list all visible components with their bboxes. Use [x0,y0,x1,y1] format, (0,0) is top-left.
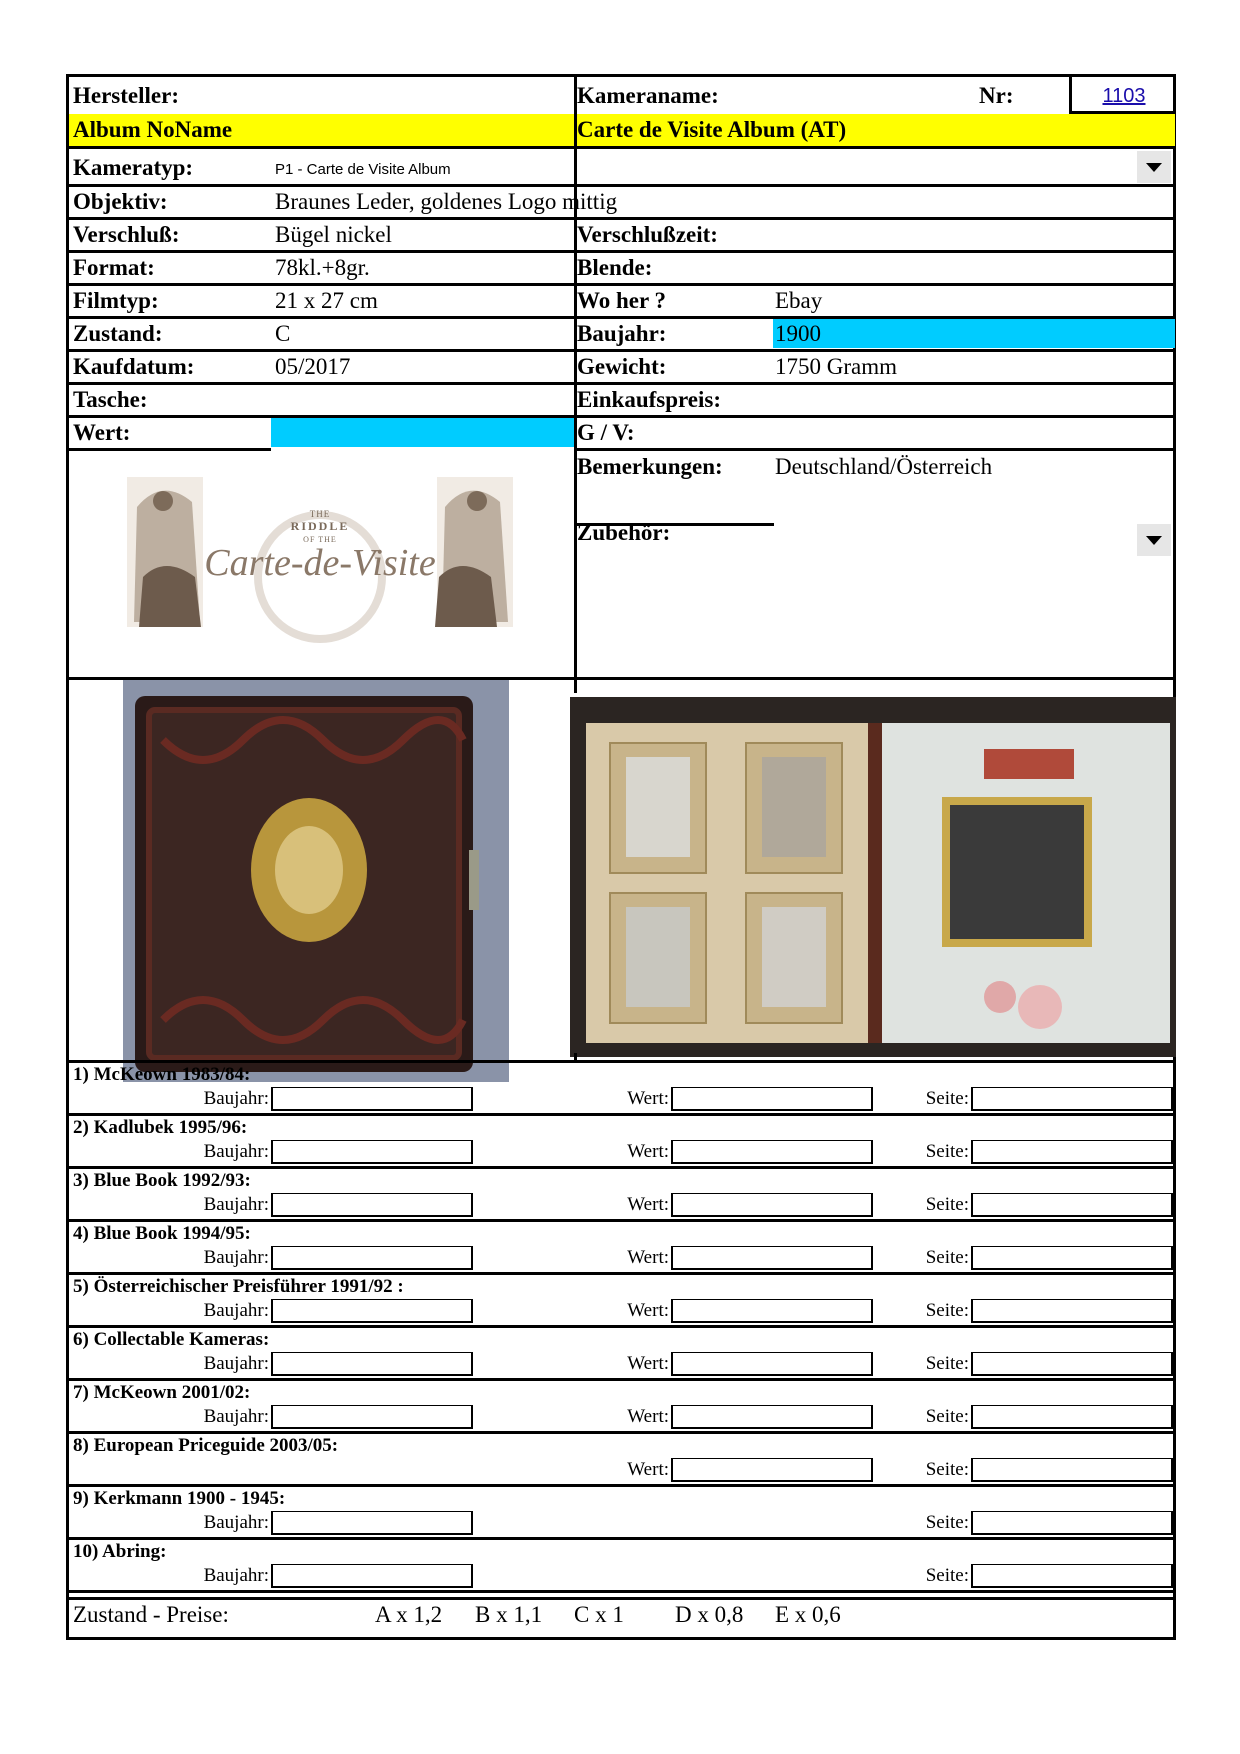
reference-title: 5) Österreichischer Preisführer 1991/92 : [73,1276,404,1297]
wert-label: Wert: [627,1088,669,1109]
logo-line4: Carte-de-Visite [204,542,436,584]
reference-title: 7) McKeown 2001/02: [73,1382,251,1403]
reference-title: 8) European Priceguide 2003/05: [73,1435,339,1456]
data-sheet [66,74,1176,1640]
baujahr-input[interactable] [271,1564,473,1588]
seite-label: Seite: [925,1300,969,1321]
woher-value: Ebay [775,288,823,313]
wert-input[interactable] [671,1193,873,1217]
wert-label: Wert: [627,1300,669,1321]
baujahr-input[interactable] [271,1299,473,1323]
seite-input[interactable] [971,1564,1173,1588]
wert-label: Wert: [627,1141,669,1162]
seite-input[interactable] [971,1352,1173,1376]
reference-title: 4) Blue Book 1994/95: [73,1223,251,1244]
format-label: Format: [73,255,155,280]
album-cover-photo [123,680,509,1082]
nr-label: Nr: [979,83,1014,108]
reference-row [69,1275,1176,1328]
baujahr-label: Baujahr: [203,1088,269,1109]
references-list [69,1063,1176,1593]
wert-input[interactable] [671,1140,873,1164]
logo-line1: THE [309,509,331,519]
seite-label: Seite: [925,1194,969,1215]
seite-input[interactable] [971,1405,1173,1429]
seite-input[interactable] [971,1246,1173,1270]
logo-line2: RIDDLE [290,519,350,533]
reference-row [69,1540,1176,1593]
zustand-value: C [275,321,291,346]
seite-input[interactable] [971,1299,1173,1323]
nr-link[interactable]: 1103 [1102,85,1146,107]
kaufdatum-label: Kaufdatum: [73,354,195,379]
tasche-label: Tasche: [73,387,148,412]
blende-label: Blende: [577,255,653,280]
wert-label: Wert: [627,1406,669,1427]
reference-row [69,1169,1176,1222]
baujahr-input[interactable] [271,1246,473,1270]
seite-label: Seite: [925,1141,969,1162]
reference-title: 2) Kadlubek 1995/96: [73,1117,248,1138]
baujahr-label: Baujahr: [203,1565,269,1586]
format-value: 78kl.+8gr. [275,255,370,280]
filmtyp-value: 21 x 27 cm [275,288,378,313]
objektiv-label: Objektiv: [73,189,168,214]
reference-title: 6) Collectable Kameras: [73,1329,270,1350]
reference-title: 3) Blue Book 1992/93: [73,1170,251,1191]
seite-input[interactable] [971,1140,1173,1164]
reference-row [69,1063,1176,1116]
filmtyp-label: Filmtyp: [73,288,159,313]
wert-label: Wert: [627,1194,669,1215]
zubehoer-label: Zubehör: [577,520,671,545]
reference-row [69,1328,1176,1381]
footer-a: A x 1,2 [375,1602,443,1627]
reference-row [69,1487,1176,1540]
reference-row [69,1434,1176,1487]
seite-label: Seite: [925,1459,969,1480]
footer-e: E x 0,6 [775,1602,841,1627]
seite-label: Seite: [925,1565,969,1586]
baujahr-input[interactable] [271,1193,473,1217]
wert-input[interactable] [671,1458,873,1482]
reference-row [69,1116,1176,1169]
baujahr-input[interactable] [271,1140,473,1164]
kaufdatum-value: 05/2017 [275,354,351,379]
kameraname-label: Kameraname: [577,83,719,108]
hersteller-label: Hersteller: [73,83,179,108]
objektiv-value: Braunes Leder, goldenes Logo mittig [275,189,618,214]
kameraname-value: Carte de Visite Album (AT) [577,117,847,142]
verschluss-label: Verschluß: [73,222,180,247]
baujahr-label: Baujahr: [203,1141,269,1162]
wert-label: Wert: [627,1247,669,1268]
zubehoer-dropdown-icon[interactable] [1137,524,1171,556]
baujahr-label: Baujahr: [203,1194,269,1215]
wert-label: Wert: [627,1459,669,1480]
baujahr-value: 1900 [775,321,821,346]
bemerkungen-value: Deutschland/Österreich [775,454,993,479]
seite-input[interactable] [971,1511,1173,1535]
hersteller-value: Album NoName [73,117,233,142]
verschlusszeit-label: Verschlußzeit: [577,222,718,247]
baujahr-label: Baujahr: [203,1247,269,1268]
gv-label: G / V: [577,420,635,445]
kameratyp-label: Kameratyp: [73,155,194,180]
wert-label: Wert: [627,1353,669,1374]
bemerkungen-label: Bemerkungen: [577,454,723,479]
riddle-logo [127,467,513,647]
seite-label: Seite: [925,1512,969,1533]
seite-input[interactable] [971,1193,1173,1217]
seite-label: Seite: [925,1353,969,1374]
gewicht-label: Gewicht: [577,354,667,379]
wert-label: Wert: [73,420,131,445]
footer-label: Zustand - Preise: [73,1602,229,1627]
baujahr-highlight [773,319,1175,348]
seite-label: Seite: [925,1088,969,1109]
seite-label: Seite: [925,1406,969,1427]
baujahr-input[interactable] [271,1352,473,1376]
footer-b: B x 1,1 [475,1602,543,1627]
baujahr-label: Baujahr: [203,1353,269,1374]
logo-line3: OF THE [303,535,337,544]
woher-label: Wo her ? [577,288,667,313]
reference-title: 10) Abring: [73,1541,167,1562]
kameratyp-dropdown-icon[interactable] [1137,151,1171,183]
gewicht-value: 1750 Gramm [775,354,898,379]
einkaufspreis-label: Einkaufspreis: [577,387,722,412]
wert-input[interactable] [671,1246,873,1270]
verschluss-value: Bügel nickel [275,222,392,247]
wert-input[interactable] [671,1405,873,1429]
seite-input[interactable] [971,1087,1173,1111]
baujahr-label: Baujahr: [203,1406,269,1427]
baujahr-input[interactable] [271,1087,473,1111]
wert-input[interactable] [671,1087,873,1111]
footer-d: D x 0,8 [675,1602,744,1627]
open-album-photo [570,697,1176,1057]
reference-row [69,1381,1176,1434]
baujahr-label: Baujahr: [577,321,667,346]
wert-input[interactable] [671,1299,873,1323]
reference-row [69,1222,1176,1275]
baujahr-label: Baujahr: [203,1512,269,1533]
footer-c: C x 1 [574,1602,624,1627]
baujahr-input[interactable] [271,1511,473,1535]
zustand-label: Zustand: [73,321,163,346]
wert-input[interactable] [671,1352,873,1376]
seite-label: Seite: [925,1247,969,1268]
wert-highlight [271,418,574,447]
kameratyp-value[interactable]: P1 - Carte de Visite Album [275,161,451,178]
baujahr-input[interactable] [271,1405,473,1429]
seite-input[interactable] [971,1458,1173,1482]
baujahr-label: Baujahr: [203,1300,269,1321]
reference-title: 9) Kerkmann 1900 - 1945: [73,1488,286,1509]
reference-title: 1) McKeown 1983/84: [73,1064,251,1085]
